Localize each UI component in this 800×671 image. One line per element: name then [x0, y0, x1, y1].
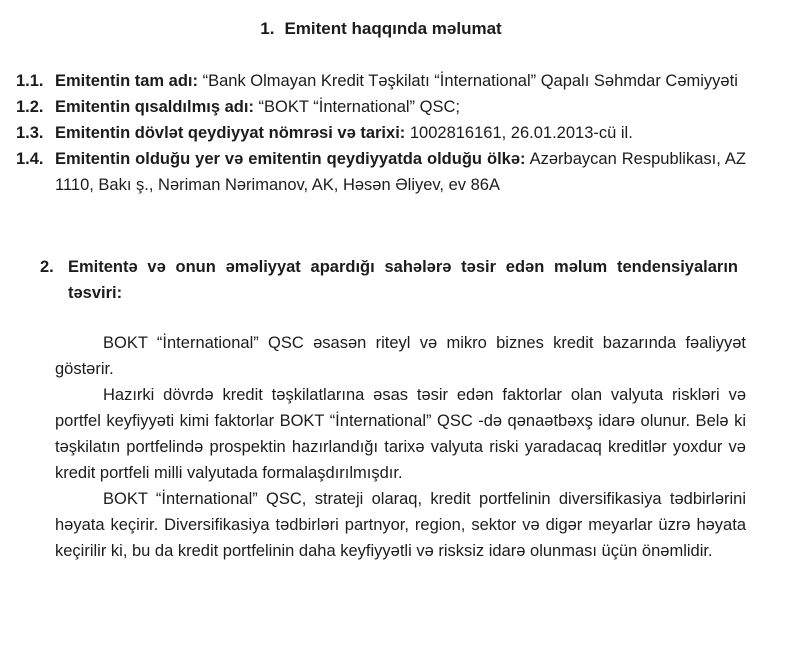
section2-heading — [40, 254, 746, 306]
list-item-1-4 — [16, 146, 746, 198]
item-label: Emitentin dövlət qeydiyyat nömrəsi və tarixi: — [55, 124, 406, 142]
section2-number: 2. — [40, 258, 54, 276]
item-body — [55, 94, 746, 120]
paragraph: Hazırki dövrdə kredit təşkilatlarına əsas təsir edən faktorlar olan valyuta riskləri və portfel keyfiyyəti kimi faktorlar BOKT “İnternational” QSC -də qənaətbəxş idarə olunur. Belə ki təşkilatın portfelində prospektin hazırlandığı tarixə valyuta riski yaradacaq kreditlər yoxdur və kredit portfeli milli valyutada formalaşdırılmışdır. — [55, 386, 746, 482]
item-body — [55, 68, 746, 94]
section2-paragraphs — [55, 330, 746, 564]
item-number: 1.4. — [16, 150, 44, 168]
section2-title: Emitentə və onun əməliyyat apardığı sahələrə təsir edən məlum tendensiyaların təsviri: — [68, 258, 738, 302]
paragraph: BOKT “İnternational” QSC, strateji olaraq, kredit portfelinin diversifikasiya tədbirlərini həyata keçirir. Diversifikasiya tədbirləri partnyor, region, sektor və digər meyarlar üzrə həyata keçirilir ki, bu da kredit portfelinin daha keyfiyyətli və risksiz idarə olunması üçün önəmlidir. — [55, 490, 746, 560]
item-text: 1002816161, 26.01.2013-cü il. — [409, 124, 633, 142]
section1-heading — [16, 16, 746, 42]
section1-title: Emitent haqqında məlumat — [284, 19, 502, 38]
item-number: 1.1. — [16, 72, 44, 90]
item-label: Emitentin tam adı: — [55, 72, 199, 90]
item-number: 1.3. — [16, 124, 44, 142]
section1-number: 1. — [260, 19, 275, 38]
item-body — [55, 146, 746, 198]
item-body — [55, 120, 746, 146]
item-label: Emitentin olduğu yer və emitentin qeydiyyatda olduğu ölkə: — [55, 150, 526, 168]
list-item-1-3 — [16, 120, 746, 146]
item-label: Emitentin qısaldılmış adı: — [55, 98, 254, 116]
list-item-1-2 — [16, 94, 746, 120]
item-text: Azərbaycan Respublikası, AZ 1110, Bakı ş., Nəriman Nərimanov, AK, Həsən Əliyev, ev 86A — [55, 150, 746, 194]
paragraph: BOKT “İnternational” QSC əsasən riteyl və mikro biznes kredit bazarında fəaliyyət göstərir. — [55, 334, 746, 378]
list-item-1-1 — [16, 68, 746, 94]
item-text: “Bank Olmayan Kredit Təşkilatı “İnternational” Qapalı Səhmdar Cəmiyyəti — [202, 72, 738, 90]
item-number: 1.2. — [16, 98, 44, 116]
item-text: “BOKT “İnternational” QSC; — [258, 98, 460, 116]
